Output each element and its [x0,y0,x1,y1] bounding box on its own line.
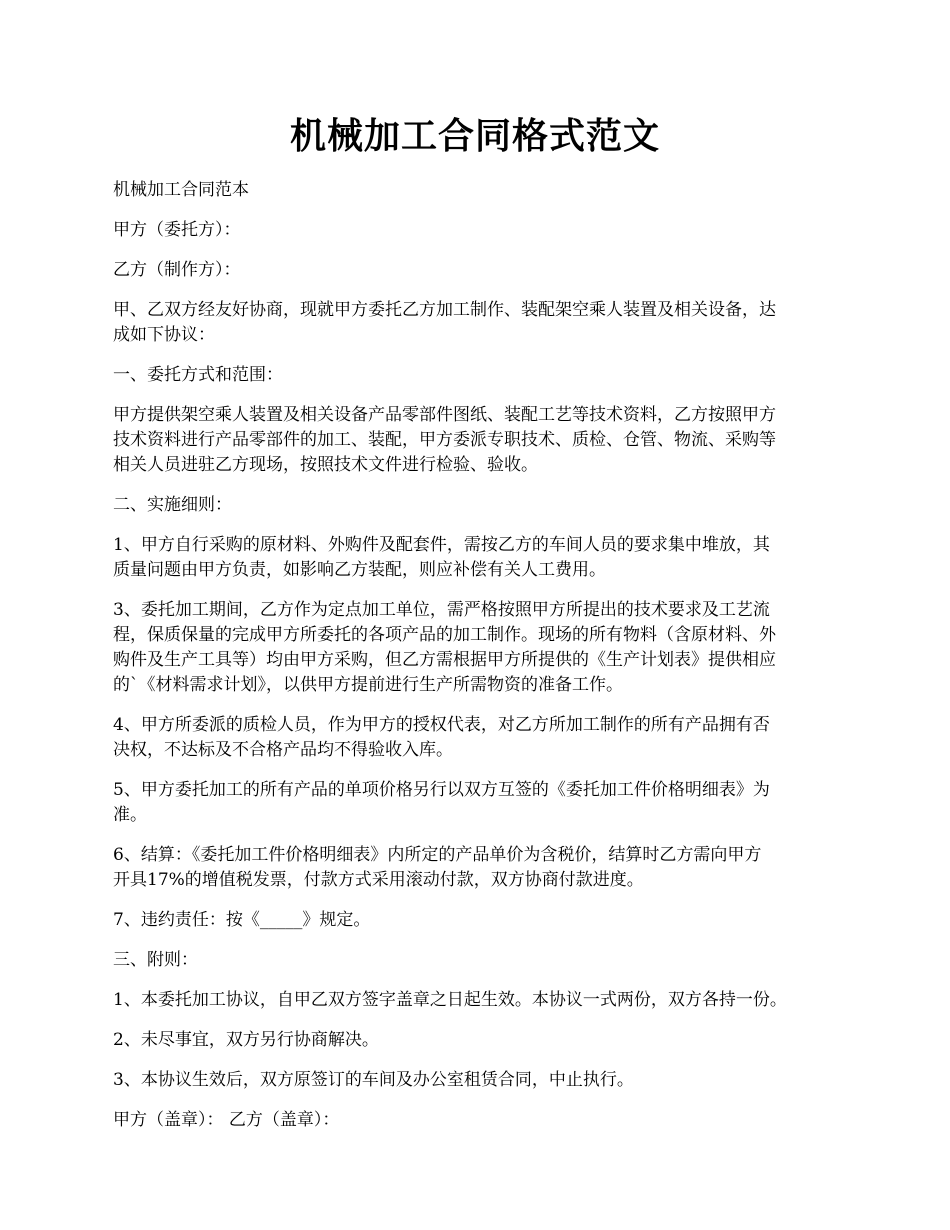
paragraph [113,1108,843,1133]
paragraph-line: 6、结算：《委托加工件价格明细表》内所定的产品单价为含税价，结算时乙方需向甲方 [113,845,762,865]
paragraph [113,493,843,518]
paragraph [113,598,843,698]
paragraph-line: 一、委托方式和范围： [113,365,283,385]
paragraph-line: 3、本协议生效后，双方原签订的车间及办公室租赁合同，中止执行。 [113,1070,634,1090]
paragraph-line: 甲方（委托方）： [113,220,241,240]
paragraph-line: 的`《材料需求计划》，以供甲方提前进行生产所需物资的准备工作。 [113,675,623,695]
document-body [113,178,843,1148]
paragraph-line: 三、附则： [113,950,198,970]
paragraph-line: 准。 [113,805,147,825]
document-title: 机械加工合同格式范文 [289,115,660,157]
paragraph-line: 甲、乙双方经友好协商，现就甲方委托乙方加工制作、装配架空乘人装置及相关设备，达 [113,300,776,320]
paragraph [113,948,843,973]
paragraph-line: 4、甲方所委派的质检人员，作为甲方的授权代表，对乙方所加工制作的所有产品拥有否 [113,715,770,735]
paragraph-line: 7、违约责任：按《_____》规定。 [113,910,371,930]
paragraph [113,403,843,478]
paragraph-line: 甲方提供架空乘人装置及相关设备产品零部件图纸、装配工艺等技术资料，乙方按照甲方 [113,405,776,425]
paragraph [113,713,843,763]
paragraph-line: 3、委托加工期间，乙方作为定点加工单位，需严格按照甲方所提出的技术要求及工艺流 [113,600,770,620]
paragraph [113,298,843,348]
paragraph-line: 1、甲方自行采购的原材料、外购件及配套件，需按乙方的车间人员的要求集中堆放，其 [113,535,770,555]
paragraph-line: 乙方（制作方）： [113,260,241,280]
paragraph [113,218,843,243]
paragraph [113,258,843,283]
paragraph [113,1068,843,1093]
paragraph-line: 决权，不达标及不合格产品均不得验收入库。 [113,740,453,760]
paragraph-line: 相关人员进驻乙方现场，按照技术文件进行检验、验收。 [113,455,538,475]
paragraph-line: 1、本委托加工协议，自甲乙双方签字盖章之日起生效。本协议一式两份，双方各持一份。 [113,990,787,1010]
paragraph [113,843,843,893]
paragraph-line: 成如下协议： [113,325,215,345]
paragraph [113,178,843,203]
paragraph [113,1028,843,1053]
paragraph-line: 技术资料进行产品零部件的加工、装配，甲方委派专职技术、质检、仓管、物流、采购等 [113,430,776,450]
paragraph-line: 5、甲方委托加工的所有产品的单项价格另行以双方互签的《委托加工件价格明细表》为 [113,780,770,800]
paragraph [113,908,843,933]
paragraph-line: 机械加工合同范本 [113,180,249,200]
paragraph-line: 质量问题由甲方负责，如影响乙方装配，则应补偿有关人工费用。 [113,560,606,580]
paragraph-line: 二、实施细则： [113,495,232,515]
paragraph [113,363,843,388]
paragraph-line: 程，保质保量的完成甲方所委托的各项产品的加工制作。现场的所有物料（含原材料、外 [113,625,776,645]
paragraph-line: 购件及生产工具等）均由甲方采购，但乙方需根据甲方所提供的《生产计划表》提供相应 [113,650,776,670]
paragraph-line: 开具17%的增值税发票，付款方式采用滚动付款，双方协商付款进度。 [113,870,644,890]
paragraph-line: 甲方（盖章）： 乙方（盖章）： [113,1110,340,1130]
paragraph [113,988,843,1013]
paragraph-line: 2、未尽事宜，双方另行协商解决。 [113,1030,379,1050]
paragraph [113,778,843,828]
paragraph [113,533,843,583]
